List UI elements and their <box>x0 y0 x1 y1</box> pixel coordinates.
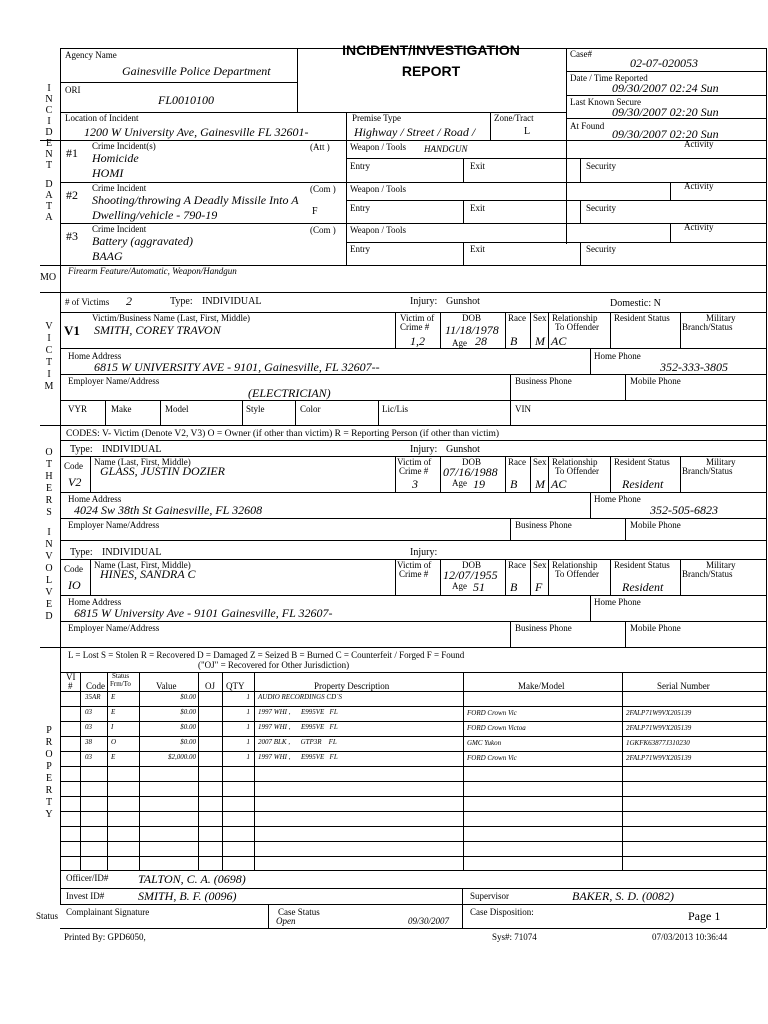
military-label-2: Branch/Status <box>682 569 733 579</box>
premise-value: Highway / Street / Road / <box>354 125 476 139</box>
sex-label: Sex <box>533 313 547 323</box>
agency-label: Agency Name <box>65 50 117 60</box>
crime-code: HOMI <box>92 166 124 180</box>
vin-label: VIN <box>515 404 531 414</box>
crime-label: Crime Incident <box>92 183 147 193</box>
crime-attempt-flag: (Att ) <box>310 142 330 152</box>
other-type-label: Type: <box>70 547 93 558</box>
prop-status: O <box>111 738 117 746</box>
other-injury-label: Injury: <box>410 444 438 455</box>
activity-label: Activity <box>684 139 714 149</box>
model-label: Model <box>165 404 189 414</box>
prop-value: $0.00 <box>180 708 196 716</box>
weapon-label: Weapon / Tools <box>350 225 406 235</box>
prop-qty: 1 <box>246 708 250 716</box>
prop-description: 1997 WHI , E995VE FL <box>258 723 338 731</box>
age-label: Age <box>452 338 467 348</box>
case-status-date: 09/30/2007 <box>408 916 450 926</box>
entry-label: Entry <box>350 161 370 171</box>
victim-address-label: Home Address <box>68 351 122 361</box>
other-resident: Resident <box>622 580 664 594</box>
crime-number: #2 <box>66 188 78 202</box>
crime-number: #1 <box>66 146 78 160</box>
victim-of-label: Victim of <box>397 457 432 467</box>
other-code: V2 <box>68 475 82 489</box>
crime-description: Shooting/throwing A Deadly Missile Into A <box>92 193 299 207</box>
prop-h-code: Code <box>86 681 105 691</box>
color-label: Color <box>300 404 321 414</box>
other-name: HINES, SANDRA C <box>100 567 196 581</box>
security-label: Security <box>586 244 616 254</box>
prop-code: 03 <box>85 708 92 716</box>
other-business-phone-label: Business Phone <box>515 520 572 530</box>
other-crime-num: 3 <box>412 477 418 491</box>
crime-num-label: Crime # <box>399 466 429 476</box>
victim-type-label: Type: <box>170 296 193 307</box>
report-subtitle: REPORT <box>401 63 461 79</box>
case-status-value: Open <box>276 916 296 926</box>
crime-num-label: Crime # <box>400 322 430 332</box>
prop-status: E <box>111 753 116 761</box>
prop-code: 03 <box>85 753 92 761</box>
property-legend-2: ("OJ" = Recovered for Other Jurisdiction) <box>198 660 350 670</box>
crime-description: Homicide <box>92 151 139 165</box>
date-reported: 09/30/2007 02:24 Sun <box>612 81 719 95</box>
prop-serial: 2FALP71W9VX205139 <box>626 724 692 732</box>
weapon-label: Weapon / Tools <box>350 184 406 194</box>
domestic-flag: Domestic: N <box>610 298 661 309</box>
other-age: 19 <box>473 477 485 491</box>
resident-label: Resident Status <box>614 313 670 323</box>
victim-age: 28 <box>475 334 487 348</box>
sex-label: Sex <box>533 560 547 570</box>
entry-label: Entry <box>350 203 370 213</box>
other-name-label: Name (Last, First, Middle) <box>94 560 191 570</box>
prop-h-vi2: # <box>68 681 73 691</box>
ori-label: ORI <box>65 85 81 95</box>
side-label-mo: MO <box>40 272 57 283</box>
victim-employer: (ELECTRICIAN) <box>248 386 331 400</box>
codes-legend: CODES: V- Victim (Denote V2, V3) O = Owner (if other than victim) R = Reporting Person (if other than victim) <box>66 429 500 439</box>
prop-h-status: Status <box>112 672 130 680</box>
crime-attempt-flag: (Com ) <box>310 184 336 194</box>
location-value: 1200 W University Ave, Gainesville FL 32601- <box>84 125 309 139</box>
activity-label: Activity <box>684 181 714 191</box>
victim-type: INDIVIDUAL <box>202 296 262 307</box>
victim-relationship: AC <box>551 334 567 348</box>
complainant-label: Complainant Signature <box>66 907 150 917</box>
officer-value: TALTON, C. A. (0698) <box>138 872 246 886</box>
agency-name: Gainesville Police Department <box>122 64 271 78</box>
other-address: 6815 W University Ave - 9101 Gainesville, FL 32607- <box>74 606 333 620</box>
victim-business-phone-label: Business Phone <box>515 376 572 386</box>
rel-label: Relationship <box>552 560 598 570</box>
prop-h-value: Value <box>156 681 177 691</box>
prop-description: 1997 WHI , E995VE FL <box>258 753 338 761</box>
resident-label: Resident Status <box>614 560 670 570</box>
other-resident: Resident <box>622 477 664 491</box>
other-dob: 12/07/1955 <box>443 568 498 582</box>
military-label-2: Branch/Status <box>682 466 733 476</box>
prop-value: $0.00 <box>180 738 196 746</box>
prop-h-status2: Frm/To <box>110 680 131 688</box>
dob-label: DOB <box>462 313 482 323</box>
weapon-value: HANDGUN <box>424 144 468 154</box>
other-race: B <box>510 580 518 594</box>
race-label: Race <box>508 457 526 467</box>
side-label-property: P R O P E R T Y <box>45 725 53 820</box>
style-label: Style <box>246 404 265 414</box>
side-label-incident: I N C I D E N T D A T A <box>45 83 53 223</box>
invest-label: Invest ID# <box>66 891 105 901</box>
other-address: 4024 Sw 38th St Gainesville, FL 32608 <box>74 503 263 517</box>
case-number: 02-07-020053 <box>630 56 698 70</box>
victim-code: V1 <box>64 323 80 338</box>
rel-label: Relationship <box>552 313 598 323</box>
other-code-label: Code <box>64 461 83 471</box>
other-sex: F <box>535 580 543 594</box>
printed-by: Printed By: GPD6050, <box>64 932 146 942</box>
victim-injury: Gunshot <box>446 296 480 307</box>
supervisor-label: Supervisor <box>470 891 509 901</box>
prop-qty: 1 <box>246 723 250 731</box>
race-label: Race <box>508 313 526 323</box>
location-label: Location of Incident <box>65 113 139 123</box>
other-home-phone-label: Home Phone <box>594 597 641 607</box>
weapon-label: Weapon / Tools <box>350 142 406 152</box>
other-race: B <box>510 477 518 491</box>
prop-make-model: FORD Crown Victoa <box>467 724 526 732</box>
prop-value: $2,000.00 <box>168 753 196 761</box>
ori-value: FL0010100 <box>158 93 215 107</box>
prop-status: I <box>111 723 114 731</box>
prop-qty: 1 <box>246 738 250 746</box>
age-label: Age <box>452 478 467 488</box>
prop-qty: 1 <box>246 693 250 701</box>
prop-h-oj: OJ <box>205 681 216 691</box>
other-employer-label: Employer Name/Address <box>68 520 160 530</box>
victim-of-label: Victim of <box>397 560 432 570</box>
military-label: Military <box>706 457 736 467</box>
zone-value: L <box>524 126 531 137</box>
prop-serial: 2FALP71W9VX205139 <box>626 754 692 762</box>
other-home-phone-label: Home Phone <box>594 494 641 504</box>
other-dob: 07/16/1988 <box>443 465 498 479</box>
victim-of-label: Victim of <box>400 313 435 323</box>
crime-code: BAAG <box>92 249 123 263</box>
exit-label: Exit <box>470 161 485 171</box>
military-label-2: Branch/Status <box>682 322 733 332</box>
victim-home-phone: 352-333-3805 <box>660 360 728 374</box>
age-label: Age <box>452 581 467 591</box>
other-employer-label: Employer Name/Address <box>68 623 160 633</box>
prop-description: 1997 WHI , E995VE FL <box>258 708 338 716</box>
prop-h-serial: Serial Number <box>657 681 710 691</box>
sys-number: Sys#: 71074 <box>492 932 537 942</box>
side-label-others: O T H E R S I N V O L V E D <box>45 447 53 622</box>
page-number: Page 1 <box>688 909 721 923</box>
prop-status: E <box>111 708 116 716</box>
other-injury: Gunshot <box>446 444 480 455</box>
other-name-label: Name (Last, First, Middle) <box>94 457 191 467</box>
rel-label-2: To Offender <box>555 569 599 579</box>
premise-label: Premise Type <box>352 113 401 123</box>
crime-label: Crime Incident(s) <box>92 141 156 151</box>
other-address-label: Home Address <box>68 597 122 607</box>
exit-label: Exit <box>470 203 485 213</box>
security-label: Security <box>586 161 616 171</box>
prop-description: 2007 BLK , GTP3R FL <box>258 738 337 746</box>
other-type-label: Type: <box>70 444 93 455</box>
prop-make-model: GMC Yukon <box>467 739 502 747</box>
prop-code: 03 <box>85 723 92 731</box>
prop-serial: 1GKFK63877J310230 <box>626 739 690 747</box>
dob-label: DOB <box>462 560 482 570</box>
crime-num-label: Crime # <box>399 569 429 579</box>
prop-qty: 1 <box>246 753 250 761</box>
crime-description: Battery (aggravated) <box>92 234 193 248</box>
other-mobile-phone-label: Mobile Phone <box>630 520 681 530</box>
prop-description: AUDIO RECORDINGS CD`S <box>258 693 342 701</box>
activity-label: Activity <box>684 222 714 232</box>
other-sex: M <box>535 477 545 491</box>
make-label: Make <box>111 404 132 414</box>
sex-label: Sex <box>533 457 547 467</box>
other-code-label: Code <box>64 564 83 574</box>
other-address-label: Home Address <box>68 494 122 504</box>
victims-count: 2 <box>126 294 132 308</box>
prop-value: $0.00 <box>180 723 196 731</box>
prop-h-make: Make/Model <box>518 681 565 691</box>
crime-number: #3 <box>66 229 78 243</box>
victim-injury-label: Injury: <box>410 296 438 307</box>
prop-serial: 2FALP71W9VX205139 <box>626 709 692 717</box>
other-mobile-phone-label: Mobile Phone <box>630 623 681 633</box>
rel-label-2: To Offender <box>555 322 599 332</box>
exit-label: Exit <box>470 244 485 254</box>
other-age: 51 <box>473 580 485 594</box>
prop-make-model: FORD Crown Vic <box>467 709 517 717</box>
other-relationship: AC <box>551 477 567 491</box>
crime-code: Dwelling/vehicle - 790-19 <box>92 208 218 222</box>
prop-h-desc: Property Description <box>314 681 390 691</box>
prop-h-qty: QTY <box>226 681 245 691</box>
victim-race: B <box>510 334 518 348</box>
dob-label: DOB <box>462 457 482 467</box>
victim-employer-label: Employer Name/Address <box>68 376 160 386</box>
prop-code: 38 <box>85 738 92 746</box>
crime-attempt-flag: (Com ) <box>310 225 336 235</box>
mo-value: Firearm Feature/Automatic, Weapon/Handgun <box>68 266 237 276</box>
lic-label: Lic/Lis <box>382 404 408 414</box>
found-date: 09/30/2007 02:20 Sun <box>612 127 719 141</box>
crime-label: Crime Incident <box>92 224 147 234</box>
victims-count-label: # of Victims <box>65 297 110 307</box>
last-secure: 09/30/2007 02:20 Sun <box>612 105 719 119</box>
printed-at: 07/03/2013 10:36:44 <box>652 932 728 942</box>
victim-address: 6815 W UNIVERSITY AVE - 9101, Gainesville, FL 32607-- <box>94 360 380 374</box>
case-label: Case# <box>570 49 592 59</box>
entry-label: Entry <box>350 244 370 254</box>
prop-code: 35AR <box>85 693 101 701</box>
case-status-label: Case Status <box>278 907 320 917</box>
military-label: Military <box>706 313 736 323</box>
military-label: Military <box>706 560 736 570</box>
disposition-label: Case Disposition: <box>470 907 534 917</box>
victim-sex: M <box>535 334 545 348</box>
other-home-phone: 352-505-6823 <box>650 503 718 517</box>
invest-value: SMITH, B. F. (0096) <box>138 889 237 903</box>
prop-status: E <box>111 693 116 701</box>
vyr-label: VYR <box>68 404 88 414</box>
race-label: Race <box>508 560 526 570</box>
zone-label: Zone/Tract <box>494 113 534 123</box>
other-name: GLASS, JUSTIN DOZIER <box>100 464 225 478</box>
prop-make-model: FORD Crown Vic <box>467 754 517 762</box>
victim-mobile-phone-label: Mobile Phone <box>630 376 681 386</box>
side-label-victim: V I C T I M <box>44 321 54 392</box>
crime-flag: F <box>312 206 318 217</box>
prop-value: $0.00 <box>180 693 196 701</box>
last-secure-label: Last Known Secure <box>570 97 641 107</box>
status-label: Status <box>36 911 59 921</box>
rel-label: Relationship <box>552 457 598 467</box>
other-code: IO <box>68 578 81 592</box>
report-title: INCIDENT/INVESTIGATION <box>342 42 520 58</box>
other-type: INDIVIDUAL <box>102 444 162 455</box>
resident-label: Resident Status <box>614 457 670 467</box>
security-label: Security <box>586 203 616 213</box>
other-type: INDIVIDUAL <box>102 547 162 558</box>
found-label: At Found <box>570 121 605 131</box>
other-business-phone-label: Business Phone <box>515 623 572 633</box>
victim-name: SMITH, COREY TRAVON <box>94 323 221 337</box>
other-injury-label: Injury: <box>410 547 438 558</box>
property-legend: L = Lost S = Stolen R = Recovered D = Damaged Z = Seized B = Burned C = Counterfeit / Forged F = Found <box>68 650 465 660</box>
victim-home-phone-label: Home Phone <box>594 351 641 361</box>
supervisor-value: BAKER, S. D. (0082) <box>572 889 674 903</box>
rel-label-2: To Offender <box>555 466 599 476</box>
officer-label: Officer/ID# <box>66 873 109 883</box>
date-reported-label: Date / Time Reported <box>570 73 648 83</box>
prop-h-vi: VI <box>66 672 76 682</box>
victim-dob: 11/18/1978 <box>445 323 499 337</box>
victim-name-label: Victim/Business Name (Last, First, Middle) <box>92 313 250 323</box>
victim-crime-num: 1,2 <box>410 334 425 348</box>
